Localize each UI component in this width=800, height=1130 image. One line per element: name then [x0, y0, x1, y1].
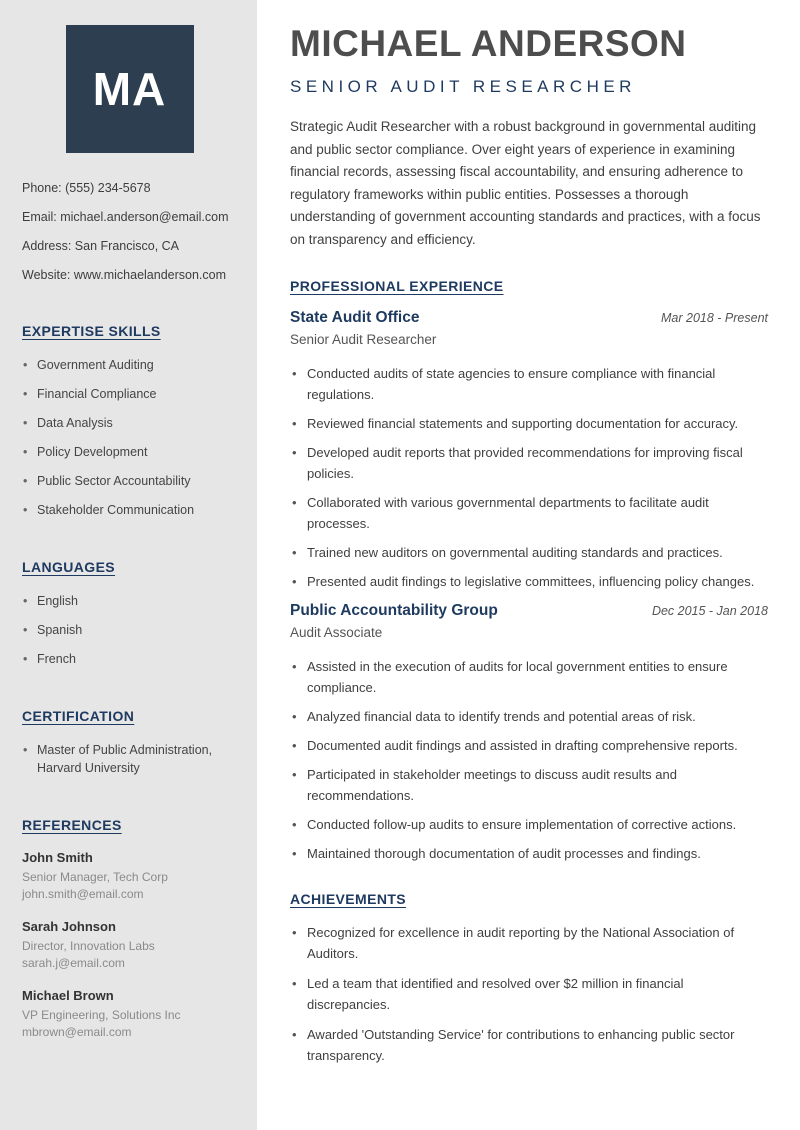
job-role: Audit Associate	[290, 625, 383, 640]
reference-card	[22, 919, 237, 972]
reference-name: Sarah Johnson	[22, 919, 116, 934]
certification-item: • Master of Public Administration, Harvard University	[22, 741, 237, 777]
languages-list	[22, 592, 237, 668]
job-bullet: • Reviewed financial statements and supporting documentation for accuracy.	[290, 413, 768, 434]
main-content	[257, 0, 800, 1130]
job-bullet: • Participated in stakeholder meetings to discuss audit results and recommendations.	[290, 764, 768, 806]
skill-item: • Data Analysis	[22, 414, 237, 432]
contact-website: Website: www.michaelanderson.com	[22, 268, 227, 282]
avatar	[66, 25, 194, 153]
reference-role: VP Engineering, Solutions Inc	[22, 1008, 181, 1022]
references-list	[22, 850, 237, 1041]
candidate-title: SENIOR AUDIT RESEARCHER	[290, 77, 636, 96]
reference-name: Michael Brown	[22, 988, 114, 1003]
contact-phone: Phone: (555) 234-5678	[22, 181, 151, 195]
job-bullet: • Documented audit findings and assisted in drafting comprehensive reports.	[290, 735, 768, 756]
reference-email: john.smith@email.com	[22, 887, 144, 901]
job-dates: Dec 2015 - Jan 2018	[651, 604, 768, 618]
contact-address: Address: San Francisco, CA	[22, 239, 180, 253]
job-bullet: • Presented audit findings to legislative committees, influencing policy changes.	[290, 571, 768, 592]
experience-heading: PROFESSIONAL EXPERIENCE	[290, 278, 504, 294]
reference-email: mbrown@email.com	[22, 1025, 132, 1039]
job-bullet-list	[290, 363, 768, 592]
reference-name: John Smith	[22, 850, 93, 865]
skill-item: • Policy Development	[22, 443, 237, 461]
job-role: Senior Audit Researcher	[290, 332, 437, 347]
reference-role: Senior Manager, Tech Corp	[22, 870, 168, 884]
language-item: • French	[22, 650, 237, 668]
job-bullet: • Conducted audits of state agencies to ensure compliance with financial regulations.	[290, 363, 768, 405]
job-bullet-list	[290, 656, 768, 864]
avatar-initials: MA	[92, 63, 167, 115]
reference-email: sarah.j@email.com	[22, 956, 125, 970]
skills-heading: EXPERTISE SKILLS	[22, 323, 161, 339]
job-bullet: • Maintained thorough documentation of audit processes and findings.	[290, 843, 768, 864]
job-dates: Mar 2018 - Present	[661, 311, 768, 325]
certification-heading: CERTIFICATION	[22, 708, 135, 724]
achievement-item: • Awarded 'Outstanding Service' for contributions to enhancing public sector transparency.	[290, 1024, 768, 1066]
summary-paragraph: Strategic Audit Researcher with a robust background in governmental auditing and public sector compliance. Over eight years of experience in examining financial records, assessing fiscal accountability, and ensuring adherence to regulatory frameworks within public entities. Possesses a thorough understanding of government accounting standards and practices, with a focus on transparency and efficiency.	[290, 119, 761, 247]
reference-card	[22, 988, 237, 1041]
achievement-item: • Recognized for excellence in audit reporting by the National Association of Auditors.	[290, 922, 768, 964]
achievement-item: • Led a team that identified and resolved over $2 million in financial discrepancies.	[290, 973, 768, 1015]
job-bullet: • Collaborated with various governmental departments to facilitate audit processes.	[290, 492, 768, 534]
job-bullet: • Analyzed financial data to identify trends and potential areas of risk.	[290, 706, 768, 727]
job-header	[290, 602, 768, 620]
job-bullet: • Assisted in the execution of audits for local government entities to ensure compliance.	[290, 656, 768, 698]
skill-item: • Government Auditing	[22, 356, 237, 374]
contact-block	[22, 180, 237, 283]
reference-card	[22, 850, 237, 903]
reference-role: Director, Innovation Labs	[22, 939, 155, 953]
achievements-heading: ACHIEVEMENTS	[290, 891, 407, 907]
language-item: • English	[22, 592, 237, 610]
job-bullet: • Conducted follow-up audits to ensure implementation of corrective actions.	[290, 814, 768, 835]
skill-item: • Financial Compliance	[22, 385, 237, 403]
language-item: • Spanish	[22, 621, 237, 639]
job-header	[290, 309, 768, 327]
references-heading: REFERENCES	[22, 817, 122, 833]
contact-email: Email: michael.anderson@email.com	[22, 210, 229, 224]
job-bullet: • Developed audit reports that provided recommendations for improving fiscal policies.	[290, 442, 768, 484]
certification-list	[22, 741, 237, 777]
job-entry	[290, 602, 768, 864]
achievements-list	[290, 922, 768, 1066]
job-company: State Audit Office	[290, 309, 420, 326]
skill-item: • Stakeholder Communication	[22, 501, 237, 519]
sidebar	[0, 0, 257, 1130]
job-bullet: • Trained new auditors on governmental auditing standards and practices.	[290, 542, 768, 563]
languages-heading: LANGUAGES	[22, 559, 116, 575]
job-company: Public Accountability Group	[290, 602, 498, 619]
job-entry	[290, 309, 768, 592]
skills-list	[22, 356, 237, 519]
candidate-name: MICHAEL ANDERSON	[290, 23, 687, 64]
skill-item: • Public Sector Accountability	[22, 472, 237, 490]
